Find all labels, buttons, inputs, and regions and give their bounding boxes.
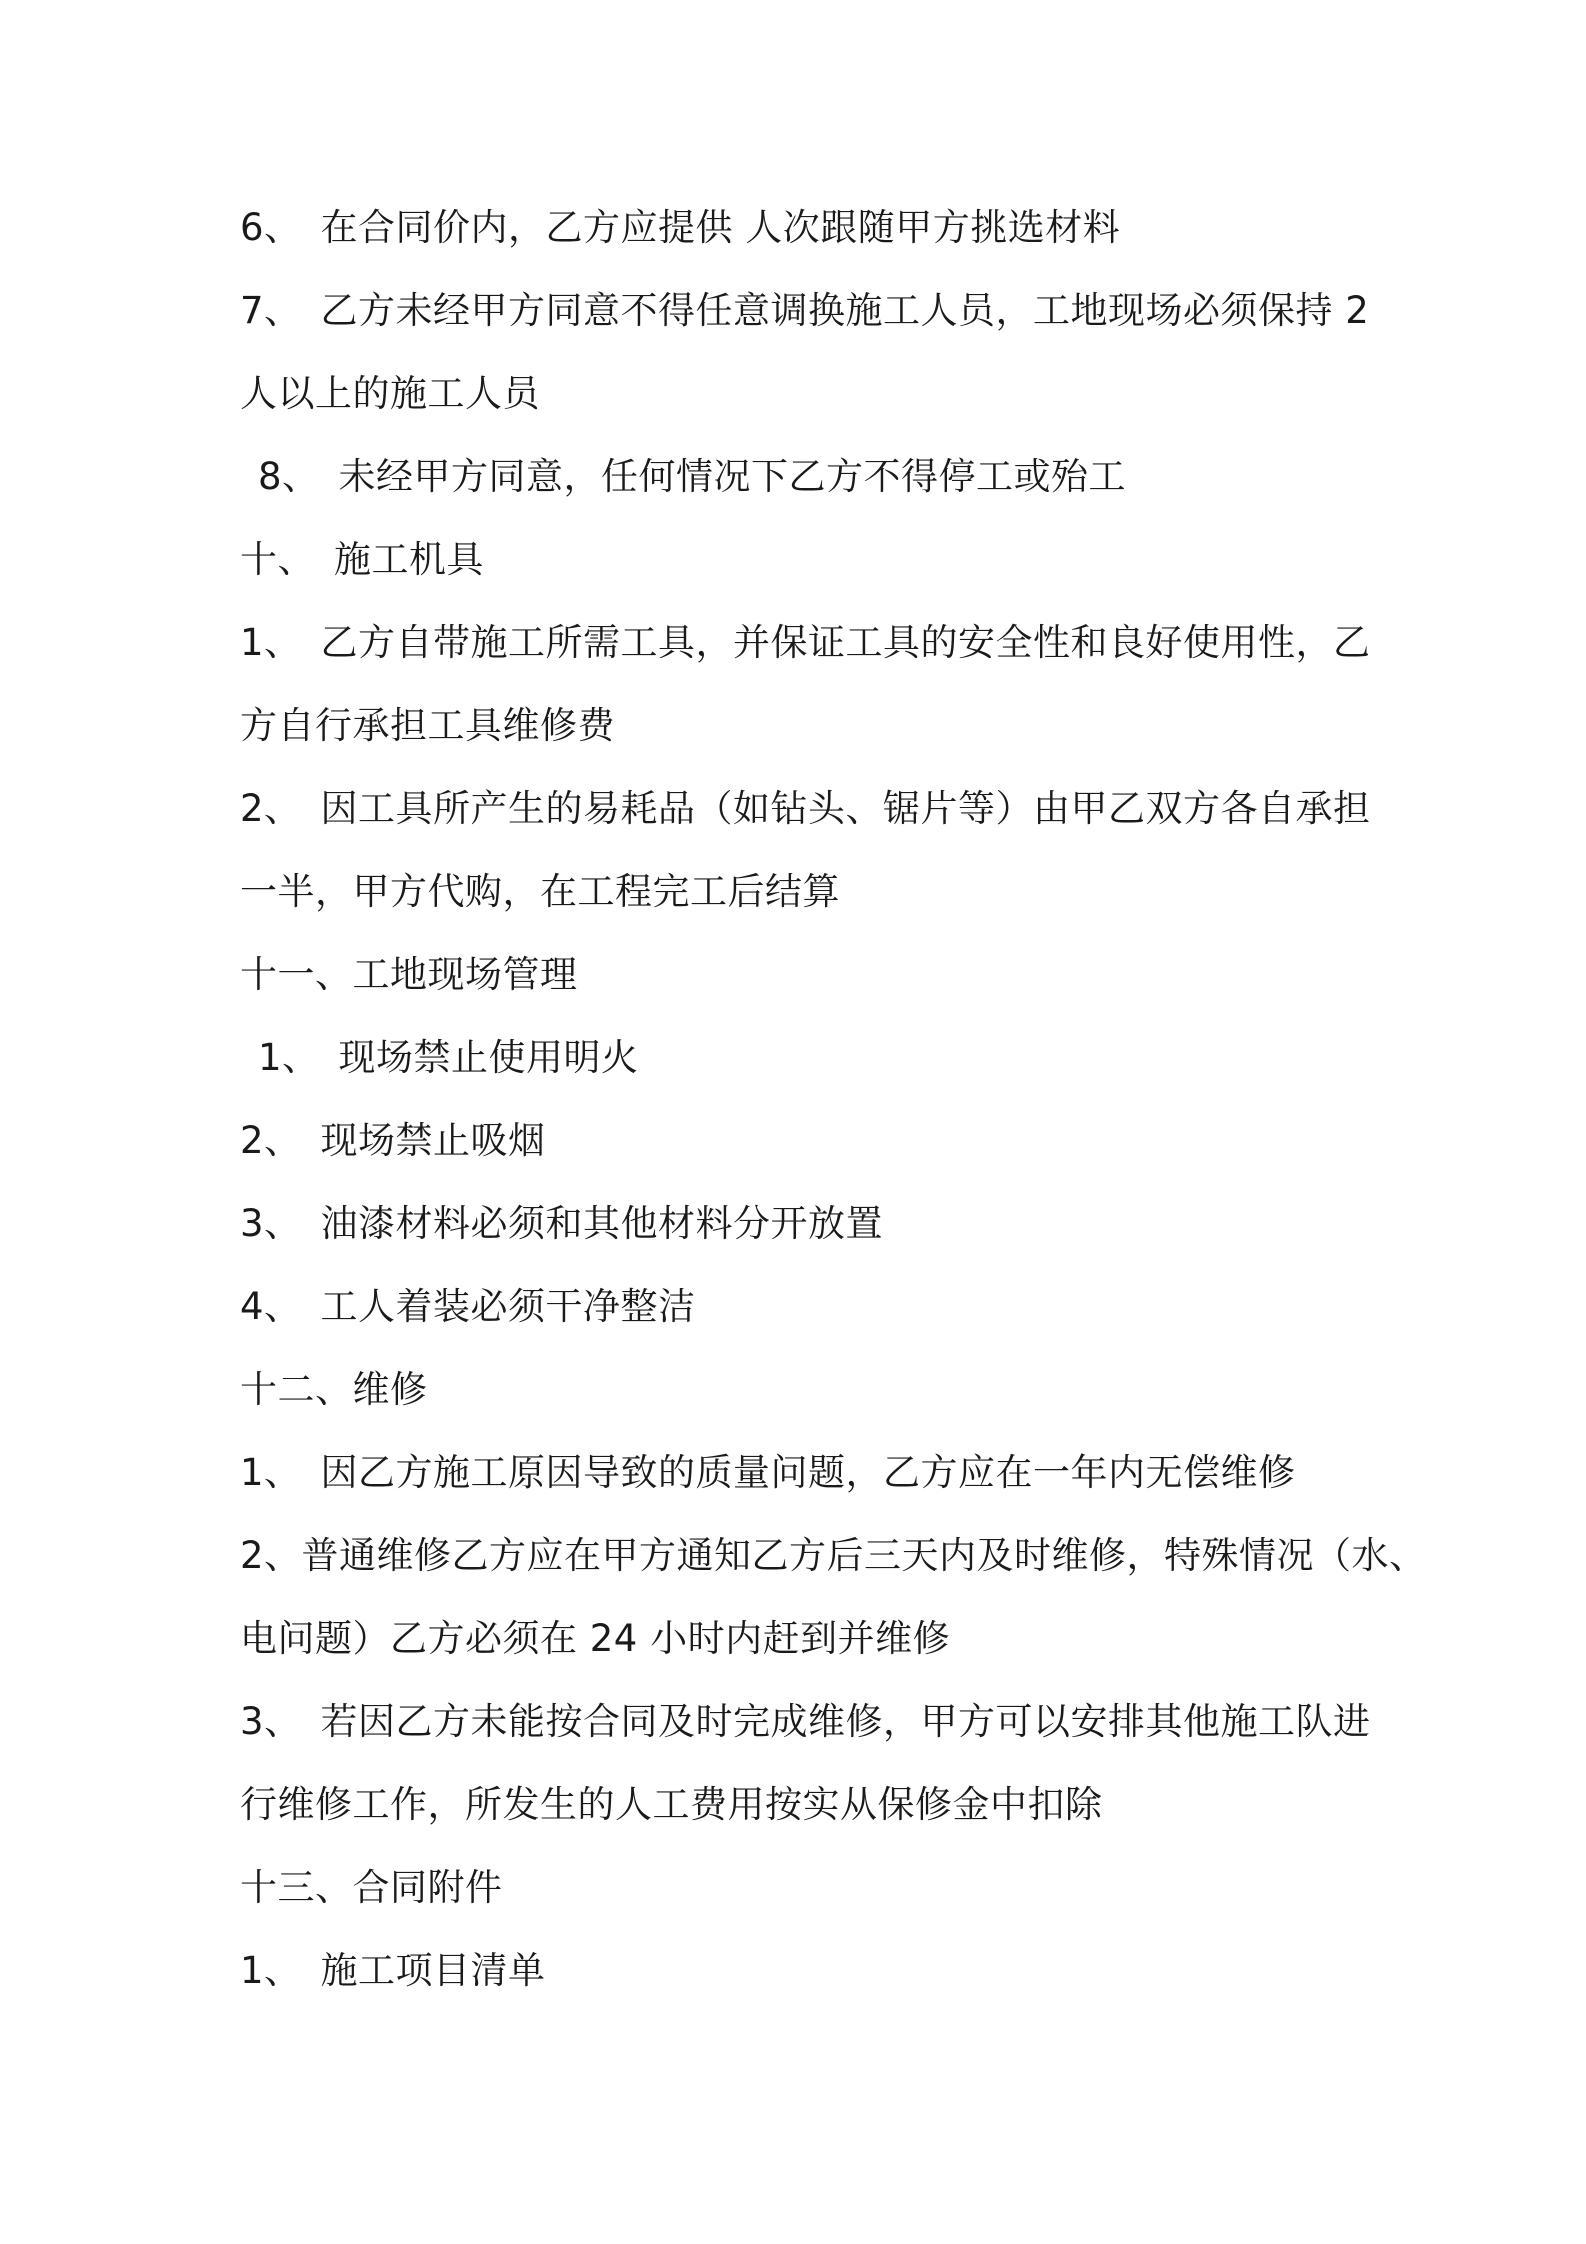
section-12-heading: 十二、维修 (240, 1368, 428, 1411)
section-12-item-1: 1、 因乙方施工原因导致的质量问题，乙方应在一年内无偿维修 (240, 1451, 1296, 1494)
section-11-item-2: 2、 现场禁止吸烟 (240, 1119, 546, 1162)
section-10-item-2-line-2: 一半，甲方代购，在工程完工后结算 (240, 870, 840, 913)
section-13-heading: 十三、合同附件 (240, 1866, 503, 1909)
section-12-item-3-line-2: 行维修工作，所发生的人工费用按实从保修金中扣除 (240, 1783, 1103, 1826)
clause-7-line-1: 7、 乙方未经甲方同意不得任意调换施工人员，工地现场必须保持 2 (240, 289, 1370, 332)
section-12-item-2-line-2: 电问题）乙方必须在 24 小时内赶到并维修 (240, 1617, 951, 1660)
clause-6-line-1: 6、 在合同价内，乙方应提供 人次跟随甲方挑选材料 (240, 206, 1121, 249)
section-10-item-2-line-1: 2、 因工具所产生的易耗品（如钻头、锯片等）由甲乙双方各自承担 (240, 787, 1371, 830)
section-11-heading: 十一、工地现场管理 (240, 953, 578, 996)
section-12-item-2-line-1: 2、普通维修乙方应在甲方通知乙方后三天内及时维修，特殊情况（水、 (240, 1534, 1427, 1577)
section-11-item-4: 4、 工人着装必须干净整洁 (240, 1285, 696, 1328)
section-10-item-1-line-1: 1、 乙方自带施工所需工具，并保证工具的安全性和良好使用性，乙 (240, 621, 1371, 664)
section-13-item-1: 1、 施工项目清单 (240, 1949, 546, 1992)
section-10-item-1-line-2: 方自行承担工具维修费 (240, 704, 615, 747)
section-11-item-1: 1、 现场禁止使用明火 (258, 1036, 639, 1079)
section-11-item-3: 3、 油漆材料必须和其他材料分开放置 (240, 1202, 884, 1245)
clause-7-line-2: 人以上的施工人员 (240, 372, 540, 415)
section-12-item-3-line-1: 3、 若因乙方未能按合同及时完成维修，甲方可以安排其他施工队进 (240, 1700, 1371, 1743)
section-10-heading: 十、 施工机具 (240, 538, 484, 581)
clause-8-line-1: 8、 未经甲方同意，任何情况下乙方不得停工或殆工 (258, 455, 1127, 498)
